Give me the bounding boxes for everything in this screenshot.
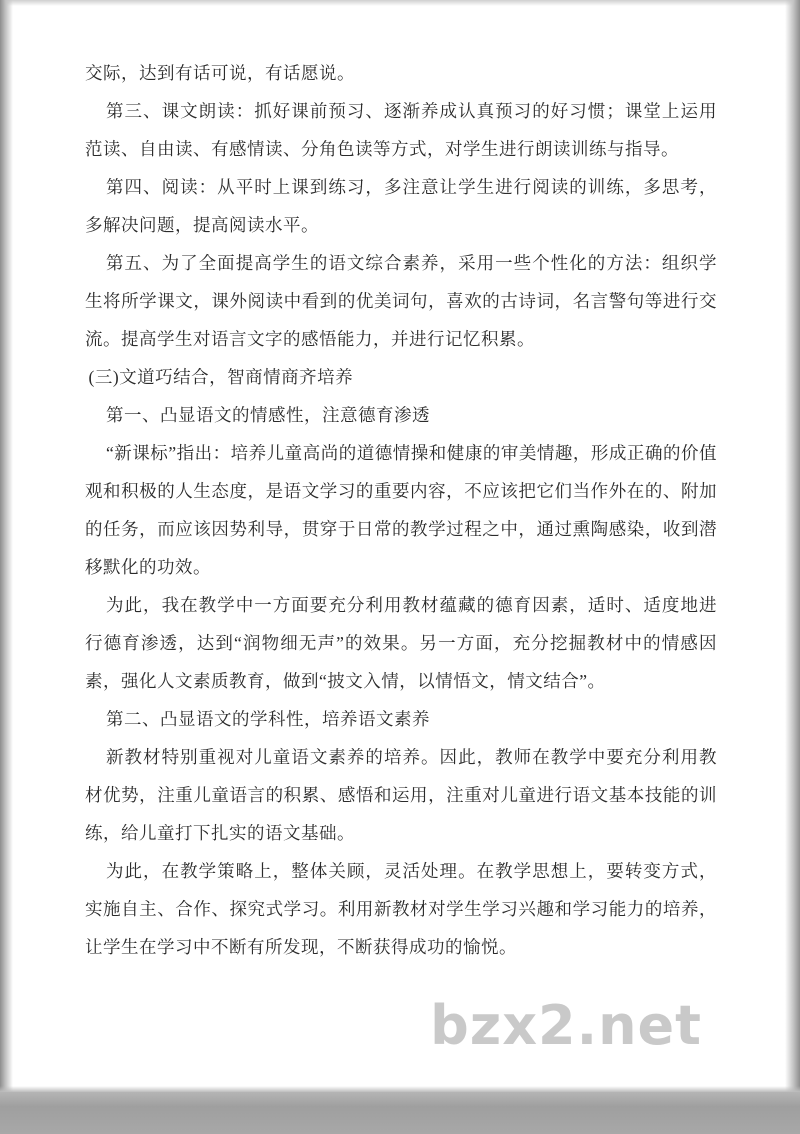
paragraph: 交际，达到有话可说，有话愿说。 [85, 63, 355, 83]
paragraph: 第一、凸显语文的情感性，注意德育渗透 [106, 405, 430, 425]
paragraph: 第五、为了全面提高学生的语文综合素养，采用一些个性化的方法：组织学生将所学课文，课外阅读中看到的优美词句，喜欢的古诗词，名言警句等进行交流。提高学生对语言文字的感悟能力，并进行记忆积累。 [85, 253, 717, 349]
page-edge-right [785, 0, 800, 1092]
paragraphs-container [85, 54, 717, 966]
page-edge-left [0, 0, 13, 1092]
paragraph: 为此，在教学策略上，整体关顾，灵活处理。在教学思想上，要转变方式，实施自主、合作、探究式学习。利用新教材对学生学习兴趣和学习能力的培养，让学生在学习中不断有所发现，不断获得成功的愉悦。 [85, 861, 717, 957]
paragraph: “新课标”指出：培养儿童高尚的道德情操和健康的审美情趣，形成正确的价值观和积极的人生态度，是语文学习的重要内容，不应该把它们当作外在的、附加的任务，而应该因势利导，贯穿于日常的教学过程之中，通过熏陶感染，收到潜移默化的功效。 [85, 443, 717, 577]
paragraph: 第二、凸显语文的学科性，培养语文素养 [106, 709, 430, 729]
page-edge-bottom [0, 1092, 800, 1134]
paragraph: (三)文道巧结合，智商情商齐培养 [88, 367, 354, 387]
paragraph: 第三、课文朗读：抓好课前预习、逐渐养成认真预习的好习惯；课堂上运用范读、自由读、有感情读、分角色读等方式，对学生进行朗读训练与指导。 [85, 101, 717, 159]
paragraph: 新教材特别重视对儿童语文素养的培养。因此，教师在教学中要充分利用教材优势，注重儿童语言的积累、感悟和运用，注重对儿童进行语文基本技能的训练，给儿童打下扎实的语文基础。 [85, 747, 717, 843]
page-edge-top [0, 0, 800, 6]
document-page [12, 0, 788, 1092]
watermark-text: bzx2.net [430, 994, 702, 1057]
paragraph: 为此，我在教学中一方面要充分利用教材蕴藏的德育因素，适时、适度地进行德育渗透，达到“润物细无声”的效果。另一方面，充分挖掘教材中的情感因素，强化人文素质教育，做到“披文入情，以情悟文，情文结合”。 [85, 595, 717, 691]
paragraph: 第四、阅读：从平时上课到练习，多注意让学生进行阅读的训练，多思考，多解决问题，提高阅读水平。 [85, 177, 717, 235]
